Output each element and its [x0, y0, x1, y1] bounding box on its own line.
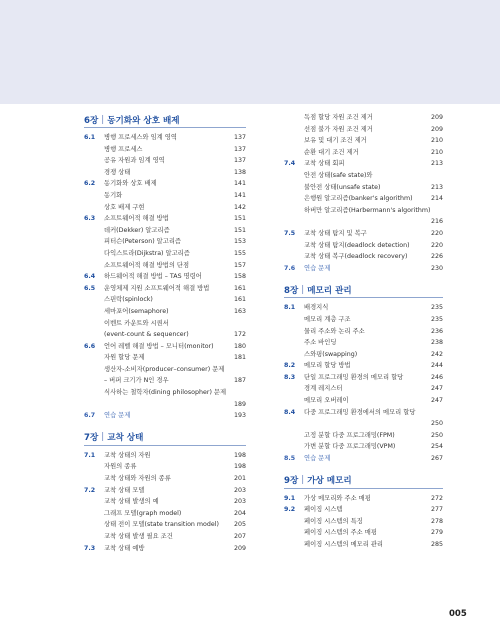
toc-entry[interactable]	[284, 112, 443, 124]
toc-entry[interactable]	[284, 302, 443, 314]
entry-title: 다중 프로그래밍 환경에서의 메모리 할당	[304, 408, 416, 416]
section-number: 8.3	[284, 373, 296, 381]
entry-title: 불안전 상태(unsafe state)	[304, 183, 381, 191]
entry-page: 141	[233, 191, 246, 199]
chapter-separator: |	[101, 114, 105, 125]
entry-page: 163	[233, 307, 246, 315]
section-number: 7.4	[284, 160, 296, 168]
entry-page: 207	[233, 533, 246, 540]
entry-page: 155	[233, 249, 246, 257]
toc-entry[interactable]	[84, 213, 246, 225]
entry-page: 235	[430, 304, 443, 312]
entry-title: 병행 프로세스와 임계 영역	[104, 134, 177, 141]
entry-title: 하버만 알고리즘(Harbermann's algorithm)	[304, 206, 431, 214]
entry-page: 172	[233, 331, 246, 339]
entry-page: 242	[430, 350, 443, 358]
entry-title: (event-count & sequencer)	[104, 331, 189, 339]
entry-title: 공유 자원과 임계 영역	[104, 157, 165, 165]
entry-page: 220	[430, 241, 443, 249]
toc-entry[interactable]	[284, 263, 443, 275]
toc-entry[interactable]	[84, 543, 246, 555]
toc-entry[interactable]	[284, 430, 443, 442]
entry-page: 254	[430, 443, 443, 451]
entry-page: 204	[233, 509, 246, 517]
entry-title: 운영체제 지원 소프트웨어적 해결 방법	[104, 284, 210, 292]
entry-title: 페이징 시스템의 주소 매핑	[304, 529, 377, 537]
toc-entry[interactable]	[284, 395, 443, 407]
entry-page: 198	[233, 451, 246, 459]
section-number: 6.3	[84, 215, 96, 223]
section-number: 6.6	[84, 342, 96, 350]
section-number: 8.4	[284, 408, 296, 416]
entry-page: 226	[430, 253, 443, 261]
toc-entry[interactable]	[84, 248, 246, 260]
entry-title: 상태 전이 모델(state transition model)	[104, 521, 219, 529]
toc-entry[interactable]	[84, 364, 246, 376]
spacer	[84, 422, 246, 430]
entry-title: 스핀락(spinlock)	[104, 296, 153, 304]
entry-page: 246	[430, 373, 443, 381]
toc-entry[interactable]	[84, 271, 246, 283]
entry-page: 213	[430, 183, 443, 191]
entry-page: 193	[233, 412, 246, 420]
entry-page: 247	[430, 385, 443, 393]
toc-entry[interactable]	[284, 135, 443, 147]
entry-title: 교착 상태 복구(deadlock recovery)	[304, 253, 408, 261]
entry-page: 142	[233, 203, 246, 211]
toc-entry[interactable]	[84, 341, 246, 353]
entry-page: 151	[233, 226, 246, 234]
toc-entry[interactable]	[84, 236, 246, 248]
chapter-title: 메모리 관리	[307, 285, 352, 296]
entry-page: 181	[233, 354, 246, 362]
toc-entry[interactable]	[284, 326, 443, 338]
entry-title: 자원의 종류	[104, 463, 137, 471]
entry-page: 161	[233, 296, 246, 304]
toc-entry[interactable]	[284, 418, 443, 430]
spacer	[284, 274, 443, 282]
toc-entry[interactable]	[84, 202, 246, 214]
toc-entry[interactable]	[84, 399, 246, 411]
entry-title: 동기화와 상호 배제	[104, 180, 157, 188]
toc-entry[interactable]	[84, 375, 246, 387]
entry-title: 교착 상태 모델	[104, 486, 145, 494]
chapter-title: 동기화와 상호 배제	[107, 115, 180, 126]
toc-entry[interactable]	[84, 387, 246, 399]
entry-title: 주소 바인딩	[304, 339, 337, 347]
entry-page: 277	[430, 506, 443, 514]
entry-page: 157	[233, 261, 246, 269]
toc-entry[interactable]	[284, 441, 443, 453]
toc-entry[interactable]	[84, 461, 246, 473]
section-number: 6.2	[84, 180, 96, 188]
toc-entry[interactable]	[284, 372, 443, 384]
toc-entry[interactable]	[284, 170, 443, 182]
entry-page: 203	[233, 498, 246, 506]
toc-entry[interactable]	[84, 294, 246, 306]
entry-title: 단일 프로그래밍 환경의 메모리 할당	[304, 373, 404, 381]
entry-title: 생산자-소비자(producer–consumer) 문제	[104, 365, 225, 373]
toc-entry[interactable]	[284, 407, 443, 419]
entry-title: 페이징 시스템의 메모리 관리	[304, 541, 383, 548]
toc-entry[interactable]	[284, 539, 443, 551]
entry-title: 물리 주소와 논리 주소	[304, 327, 365, 335]
entry-page: 189	[233, 400, 246, 408]
chapter-number: 8장	[284, 285, 299, 296]
entry-page: 187	[233, 377, 246, 385]
toc-entry[interactable]	[284, 182, 443, 194]
entry-title: 언어 레벨 해결 방법 – 모니터(monitor)	[104, 342, 214, 350]
toc-entry[interactable]	[84, 410, 246, 422]
toc-entry[interactable]	[284, 205, 443, 217]
entry-page: 220	[430, 229, 443, 237]
entry-title: 교착 상태의 자원	[104, 451, 151, 459]
entry-title: 보유 및 대기 조건 제거	[304, 137, 367, 145]
entry-page: 137	[233, 157, 246, 165]
toc-entry[interactable]	[84, 531, 246, 543]
chapter-number: 9장	[284, 476, 299, 487]
entry-title: 소프트웨어적 해결 방법	[104, 215, 169, 223]
entry-page: 250	[430, 420, 443, 428]
toc-entry[interactable]	[284, 349, 443, 361]
entry-title: 병행 프로세스	[104, 145, 143, 153]
entry-page: 137	[233, 145, 246, 153]
entry-title: 교착 상태 탐지(deadlock detection)	[304, 241, 410, 249]
toc-entry[interactable]	[84, 178, 246, 190]
toc-entry[interactable]	[84, 132, 246, 144]
toc-entry[interactable]	[84, 283, 246, 295]
toc-entry[interactable]	[84, 329, 246, 341]
entry-title: 자원 할당 문제	[104, 354, 145, 362]
toc-entry[interactable]	[84, 155, 246, 167]
section-number: 6.4	[84, 273, 96, 281]
entry-title: 연습 문제	[304, 264, 331, 272]
section-number: 7.6	[284, 264, 296, 272]
entry-title: 메모리 오버레이	[304, 397, 349, 405]
entry-page: 153	[233, 238, 246, 246]
section-number: 8.2	[284, 362, 296, 370]
toc-entry[interactable]	[84, 485, 246, 497]
section-number: 6.5	[84, 284, 96, 292]
entry-page: 213	[430, 160, 443, 168]
entry-title: 교착 상태 회피	[304, 160, 345, 168]
entry-page: 141	[233, 180, 246, 188]
toc-entry[interactable]	[284, 314, 443, 326]
entry-title: 상호 배제 구현	[104, 203, 145, 211]
entry-page: 244	[430, 362, 443, 370]
section-number: 6.7	[84, 412, 96, 420]
entry-title: 가변 분할 다중 프로그래밍(VPM)	[304, 443, 396, 451]
entry-title: 배경지식	[304, 304, 329, 312]
toc-entry[interactable]	[284, 147, 443, 159]
toc-entry[interactable]	[84, 144, 246, 156]
entry-page: 210	[430, 148, 443, 156]
toc-entry[interactable]	[84, 306, 246, 318]
section-number: 9.1	[284, 494, 296, 502]
spacer	[284, 465, 443, 473]
entry-page: 285	[430, 541, 443, 548]
section-number: 9.2	[284, 506, 296, 514]
entry-title: 선점 불가 자원 조건 제거	[304, 125, 373, 133]
entry-title: 순환 대기 조건 제거	[304, 148, 359, 156]
section-number: 7.5	[284, 229, 296, 237]
entry-title: 페이징 시스템의 특징	[304, 517, 363, 525]
entry-page: 210	[430, 137, 443, 145]
toc-entry[interactable]	[284, 158, 443, 170]
entry-page: 138	[233, 168, 246, 176]
entry-title: 독점 할당 자원 조건 제거	[304, 114, 373, 121]
header-band	[0, 0, 500, 104]
toc-entry[interactable]	[84, 450, 246, 462]
toc-entry[interactable]	[84, 167, 246, 179]
entry-page: 137	[233, 134, 246, 141]
toc-entry[interactable]	[284, 383, 443, 395]
entry-title: – 버퍼 크기가 N인 경우	[104, 377, 169, 385]
toc-entry[interactable]	[284, 228, 443, 240]
entry-page: 203	[233, 486, 246, 494]
toc-entry[interactable]	[84, 352, 246, 364]
chapter-heading	[284, 473, 443, 489]
entry-page: 158	[233, 273, 246, 281]
chapter-heading	[84, 430, 246, 446]
entry-page: 267	[430, 455, 443, 463]
toc-entry[interactable]	[284, 216, 443, 228]
entry-title: 이벤트 카운트와 시퀀서	[104, 319, 169, 327]
entry-page: 201	[233, 475, 246, 483]
entry-page: 230	[430, 264, 443, 272]
toc-column-right	[284, 112, 443, 551]
toc-entry[interactable]	[84, 225, 246, 237]
entry-title: 페이징 시스템	[304, 506, 343, 514]
toc-entry[interactable]	[84, 260, 246, 272]
section-number: 7.1	[84, 451, 96, 459]
entry-title: 메모리 할당 방법	[304, 362, 351, 370]
chapter-separator: |	[101, 432, 105, 443]
entry-title: 경계 레지스터	[304, 385, 343, 393]
entry-page: 236	[430, 327, 443, 335]
entry-title: 가상 메모리와 주소 매핑	[304, 494, 371, 502]
section-number: 7.2	[84, 486, 96, 494]
entry-page: 205	[233, 521, 246, 529]
entry-page: 250	[430, 431, 443, 439]
entry-title: 메모리 계층 구조	[304, 315, 351, 323]
entry-page: 216	[430, 218, 443, 226]
entry-title: 교착 상태 발생 필요 조건	[104, 533, 173, 540]
entry-title: 데커(Dekker) 알고리즘	[104, 226, 170, 234]
entry-page: 151	[233, 215, 246, 223]
section-number: 6.1	[84, 134, 96, 141]
entry-page: 180	[233, 342, 246, 350]
entry-page: 209	[233, 544, 246, 552]
toc-entry[interactable]	[284, 527, 443, 539]
toc-entry[interactable]	[84, 519, 246, 531]
toc-entry[interactable]	[84, 190, 246, 202]
entry-page: 247	[430, 397, 443, 405]
entry-page: 209	[430, 114, 443, 121]
toc-entry[interactable]	[84, 473, 246, 485]
entry-page: 279	[430, 529, 443, 537]
chapter-title: 교착 상태	[107, 433, 144, 444]
section-number: 8.5	[284, 455, 296, 463]
entry-title: 은행원 알고리즘(banker's algorithm)	[304, 195, 413, 203]
entry-title: 교착 상태 탐지 및 복구	[304, 229, 367, 237]
chapter-separator: |	[301, 475, 305, 486]
toc-entry[interactable]	[284, 240, 443, 252]
entry-title: 식사하는 철학자(dining philosopher) 문제	[104, 389, 227, 397]
entry-page: 238	[430, 339, 443, 347]
entry-title: 교착 상태와 자원의 종류	[104, 475, 171, 483]
entry-page: 209	[430, 125, 443, 133]
toc-entry[interactable]	[284, 516, 443, 528]
chapter-heading	[284, 282, 443, 298]
toc-entry[interactable]	[84, 496, 246, 508]
chapter-heading	[84, 112, 246, 128]
entry-title: 교착 상태 예방	[104, 544, 145, 552]
entry-page: 235	[430, 315, 443, 323]
entry-title: 연습 문제	[104, 412, 131, 420]
entry-title: 안전 상태(safe state)와	[304, 171, 373, 179]
chapter-title: 가상 메모리	[307, 476, 352, 487]
page-number: 005	[449, 609, 467, 619]
entry-title: 소프트웨어적 해결 방법의 단점	[104, 261, 190, 269]
entry-title: 세마포어(semaphore)	[104, 307, 169, 315]
entry-title: 고정 분할 다중 프로그래밍(FPM)	[304, 431, 395, 439]
toc-entry[interactable]	[84, 318, 246, 330]
entry-page: 278	[430, 517, 443, 525]
toc-entry[interactable]	[284, 360, 443, 372]
chapter-number: 6장	[84, 115, 99, 126]
entry-title: 그래프 모델(graph model)	[104, 509, 182, 517]
entry-page: 198	[233, 463, 246, 471]
section-number: 7.3	[84, 544, 96, 552]
entry-title: 교착 상태 발생의 예	[104, 498, 159, 506]
toc-entry[interactable]	[284, 193, 443, 205]
toc-entry[interactable]	[284, 251, 443, 263]
toc-entry[interactable]	[284, 337, 443, 349]
toc-entry[interactable]	[284, 124, 443, 136]
entry-title: 피터슨(Peterson) 알고리즘	[104, 238, 181, 246]
entry-page: 214	[430, 195, 443, 203]
entry-page: 161	[233, 284, 246, 292]
toc-column-left	[84, 112, 246, 554]
entry-title: 연습 문제	[304, 455, 331, 463]
entry-page: 272	[430, 494, 443, 502]
entry-title: 다익스트라(Dijkstra) 알고리즘	[104, 249, 190, 257]
toc-entry[interactable]	[284, 504, 443, 516]
entry-title: 경쟁 상태	[104, 168, 131, 176]
entry-title: 동기화	[104, 191, 123, 199]
entry-title: 스와핑(swapping)	[304, 350, 358, 358]
section-number: 8.1	[284, 304, 296, 312]
chapter-separator: |	[301, 284, 305, 295]
entry-title: 하드웨어적 해결 방법 – TAS 명령어	[104, 273, 202, 281]
toc-entry[interactable]	[284, 453, 443, 465]
chapter-number: 7장	[84, 433, 99, 444]
toc-entry[interactable]	[284, 493, 443, 505]
toc-entry[interactable]	[84, 508, 246, 520]
